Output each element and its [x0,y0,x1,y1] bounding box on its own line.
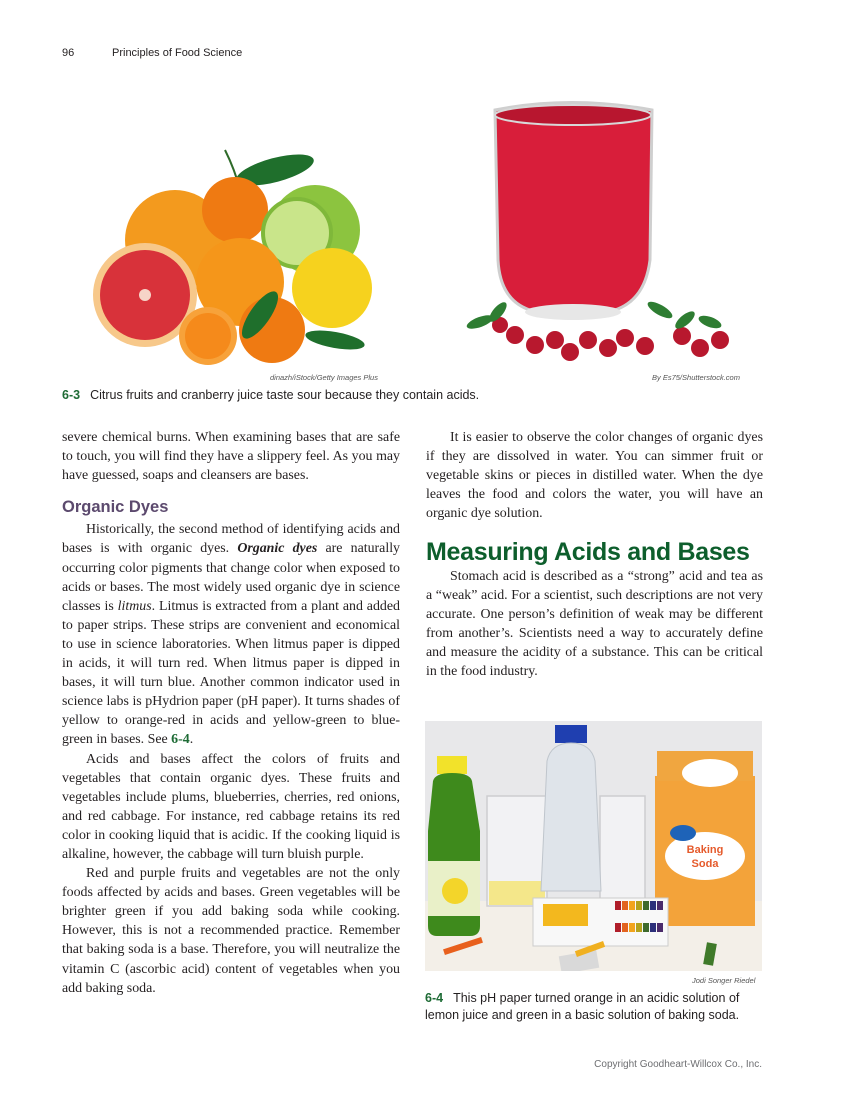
figure-6-4-image [425,721,762,971]
figure-number: 6-4 [425,991,444,1005]
copyright-footer: Copyright Goodheart-Willcox Co., Inc. [594,1059,762,1070]
svg-text:Soda: Soda [691,858,719,870]
figure-caption-6-3 [62,387,479,404]
citrus-fruits-image [93,148,372,365]
key-term: Organic dyes [237,541,318,557]
caption-text: This pH paper turned orange in an acidic solution of lemon juice and green in a basic solution of baking soda. [425,991,740,1022]
ph-paper-kit [533,898,668,946]
caption-text: Citrus fruits and cranberry juice taste sour because they contain acids. [90,388,480,402]
paragraph: Historically, the second method of identifying acids and bases is with organic dyes. Organic dyes are naturally occurring color pigments that change color when exposed to acids or bases. The most widely used organic dye in science classes is litmus. Litmus is extracted from a plant and added to paper strips. These strips are convenient and economical to use in science laboratories. When litmus paper is dipped in acids, it will turn red. When litmus paper is dipped in bases, it will turn blue. Another common indicator used in science labs is pHydrion paper (pH paper). It turns shades of yellow to orange-red in acids and yellow-green to blue-green in bases. See 6-4. [62,522,401,748]
paragraph: Red and purple fruits and vegetables are not the only foods affected by acids and bases. Green vegetables will be brighter green if you add baking soda while cooking. However, this is not a recommended practice. Remember that baking soda is a base. Therefore, you will neutralize the vitamin C (ascorbic acid) content of vegetables when you add baking soda. [62,866,400,996]
figure-reference: 6-4 [171,732,190,748]
photo-credit-cranberry: By Es75/Shutterstock.com [652,373,740,382]
ph-paper-experiment-illustration [425,721,762,971]
paragraph: It is easier to observe the color changes of organic dyes if they are dissolved in water. You can simmer fruit or vegetable skins or pieces in distilled water. When the dye leaves the food and colors the water, you will have an organic dye solution. [426,430,763,522]
figure-number: 6-3 [62,388,81,402]
running-head [62,47,242,59]
emphasis-term: litmus [117,598,152,614]
paragraph: Acids and bases affect the colors of fruits and vegetables that contain organic dyes. These fruits and vegetables include plums, blueberries, cherries, red onions, and red cabbage. For instance, red cabbage retains its red color in cooking liquid that is acidic. If the cooking liquid is alkaline, however, the cabbage will turn bluish purple. [62,751,400,862]
page-number: 96 [62,47,75,59]
section-heading-organic-dyes: Organic Dyes [62,498,169,517]
right-column [426,428,763,681]
baking-soda-box [655,751,755,926]
citrus-and-cranberry-illustration [60,90,740,380]
lemon-juice-bottle [428,756,480,936]
photo-credit-citrus: dinazh/iStock/Getty Images Plus [270,373,378,382]
svg-text:Baking: Baking [686,844,724,856]
book-title: Principles of Food Science [112,47,243,59]
figure-caption-6-4 [425,990,770,1024]
section-heading-measuring-acids-and-bases: Measuring Acids and Bases [426,538,750,567]
figure-6-3-images [60,90,740,380]
paragraph: severe chemical burns. When examining bases that are safe to touch, you will find they have a slippery feel. As you may have guessed, soaps and cleansers are bases. [62,430,400,484]
left-column [62,428,400,998]
cranberry-juice-image [465,103,729,362]
photo-credit-ph-paper: Jodi Songer Riedel [692,976,756,985]
paragraph: Stomach acid is described as a “strong” acid and tea as a “weak” acid. For a scientist, such descriptions are not very accurate. One person’s definition of weak may be different from another’s. Scientists need a way to accurately define and measure the acidity of a substance. This can be critical in the food industry. [426,568,763,680]
